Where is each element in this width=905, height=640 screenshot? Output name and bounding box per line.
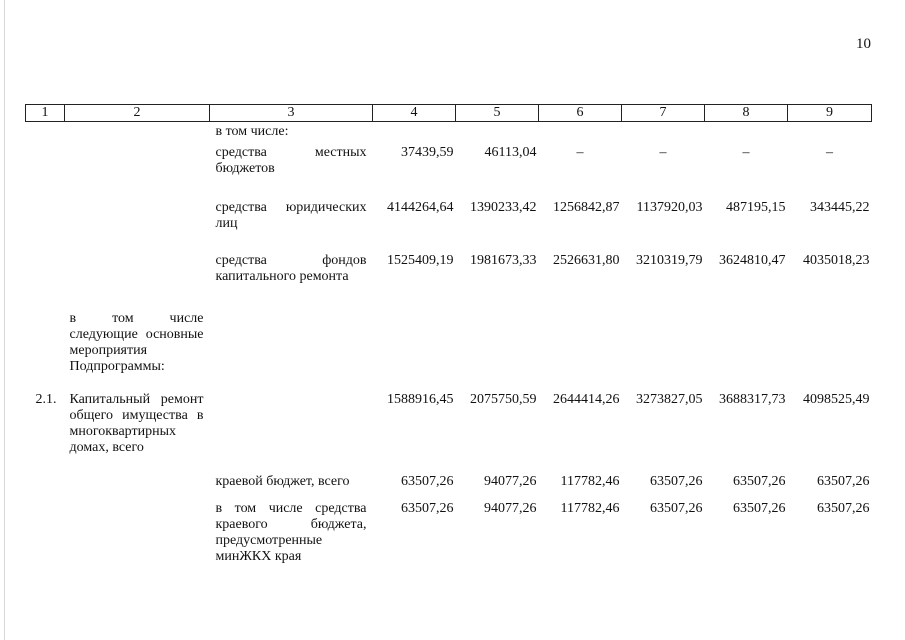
value-cell: 94077,26	[484, 474, 537, 489]
measure-name-cell: Капитальный ремонт общего имущества в многоквартирных домах, всего	[69, 392, 204, 455]
row-number-cell	[26, 140, 65, 191]
value-cell	[705, 311, 788, 385]
value-cell	[705, 122, 788, 141]
value-cell: 1525409,19	[387, 253, 454, 268]
column-number: 5	[456, 105, 539, 122]
value-cell: 343445,22	[810, 200, 870, 215]
funding-source-cell: краевой бюджет, всего	[215, 474, 350, 489]
value-cell: 63507,26	[817, 501, 870, 516]
column-number-row	[26, 105, 872, 122]
measure-name-cell	[65, 122, 210, 141]
table-row	[26, 122, 872, 141]
funding-source-cell: средства юридических лиц	[215, 200, 367, 231]
value-cell: 3688317,73	[719, 392, 786, 407]
value-cell: 63507,26	[733, 474, 786, 489]
value-cell	[456, 122, 539, 141]
row-number-cell: 2.1.	[35, 392, 57, 407]
value-cell	[622, 311, 705, 385]
table-row	[26, 385, 872, 474]
measure-name-cell	[65, 140, 210, 191]
value-cell	[373, 311, 456, 385]
row-number-cell	[26, 311, 65, 385]
value-cell: 4144264,64	[387, 200, 454, 215]
value-cell: 63507,26	[817, 474, 870, 489]
page-number: 10	[856, 36, 871, 52]
row-number-cell	[26, 474, 65, 495]
value-cell: 46113,04	[484, 145, 537, 160]
row-number-cell	[26, 495, 65, 565]
value-cell: –	[659, 145, 667, 160]
table-row	[26, 311, 872, 385]
funding-source-cell: средства фондов капитального ремонта	[215, 253, 367, 284]
value-cell: 117782,46	[560, 474, 620, 489]
value-cell: 1981673,33	[470, 253, 537, 268]
measure-name-cell	[65, 191, 210, 245]
value-cell: 63507,26	[401, 501, 454, 516]
value-cell	[456, 311, 539, 385]
column-number: 7	[622, 105, 705, 122]
value-cell: 117782,46	[560, 501, 620, 516]
column-number: 4	[373, 105, 456, 122]
value-cell	[539, 311, 622, 385]
column-number: 6	[539, 105, 622, 122]
value-cell: 63507,26	[401, 474, 454, 489]
column-number: 3	[210, 105, 373, 122]
value-cell: 3273827,05	[636, 392, 703, 407]
value-cell	[539, 122, 622, 141]
value-cell: –	[826, 145, 833, 160]
table-row	[26, 474, 872, 495]
table-row	[26, 191, 872, 245]
funding-source-cell: в том числе средства краевого бюджета, предусмотренные минЖКХ края	[215, 501, 367, 564]
measure-name-cell	[65, 245, 210, 311]
table-row	[26, 495, 872, 565]
value-cell: 487195,15	[726, 200, 786, 215]
value-cell: 1256842,87	[553, 200, 620, 215]
funding-source-cell: в том числе:	[215, 124, 289, 139]
page-edge-line	[4, 0, 5, 640]
budget-table	[25, 104, 872, 565]
value-cell: –	[576, 145, 584, 160]
value-cell	[373, 122, 456, 141]
value-cell: 63507,26	[650, 501, 703, 516]
value-cell: 4098525,49	[803, 392, 870, 407]
value-cell: 3624810,47	[719, 253, 786, 268]
value-cell: 94077,26	[484, 501, 537, 516]
column-number: 9	[788, 105, 872, 122]
column-number: 8	[705, 105, 788, 122]
funding-source-cell	[210, 385, 373, 474]
value-cell: 63507,26	[650, 474, 703, 489]
table-row	[26, 245, 872, 311]
value-cell: 2644414,26	[553, 392, 620, 407]
value-cell	[622, 122, 705, 141]
row-number-cell	[26, 245, 65, 311]
funding-source-cell	[210, 311, 373, 385]
value-cell: 1137920,03	[636, 200, 703, 215]
column-number: 2	[65, 105, 210, 122]
value-cell: 4035018,23	[803, 253, 870, 268]
table-row	[26, 140, 872, 191]
value-cell: 37439,59	[401, 145, 454, 160]
row-number-cell	[26, 191, 65, 245]
column-number: 1	[26, 105, 65, 122]
value-cell	[788, 122, 872, 141]
measure-name-cell	[65, 495, 210, 565]
value-cell	[788, 311, 872, 385]
measure-name-cell	[65, 474, 210, 495]
funding-source-cell: средства местных бюджетов	[215, 145, 367, 176]
value-cell: 1390233,42	[470, 200, 537, 215]
value-cell: 3210319,79	[636, 253, 703, 268]
value-cell: 63507,26	[733, 501, 786, 516]
value-cell: 1588916,45	[387, 392, 454, 407]
value-cell: 2526631,80	[553, 253, 620, 268]
value-cell: –	[742, 145, 750, 160]
measure-name-cell: в том числе следующие основные мероприятия Подпрограммы:	[69, 311, 204, 374]
row-number-cell	[26, 122, 65, 141]
value-cell: 2075750,59	[470, 392, 537, 407]
